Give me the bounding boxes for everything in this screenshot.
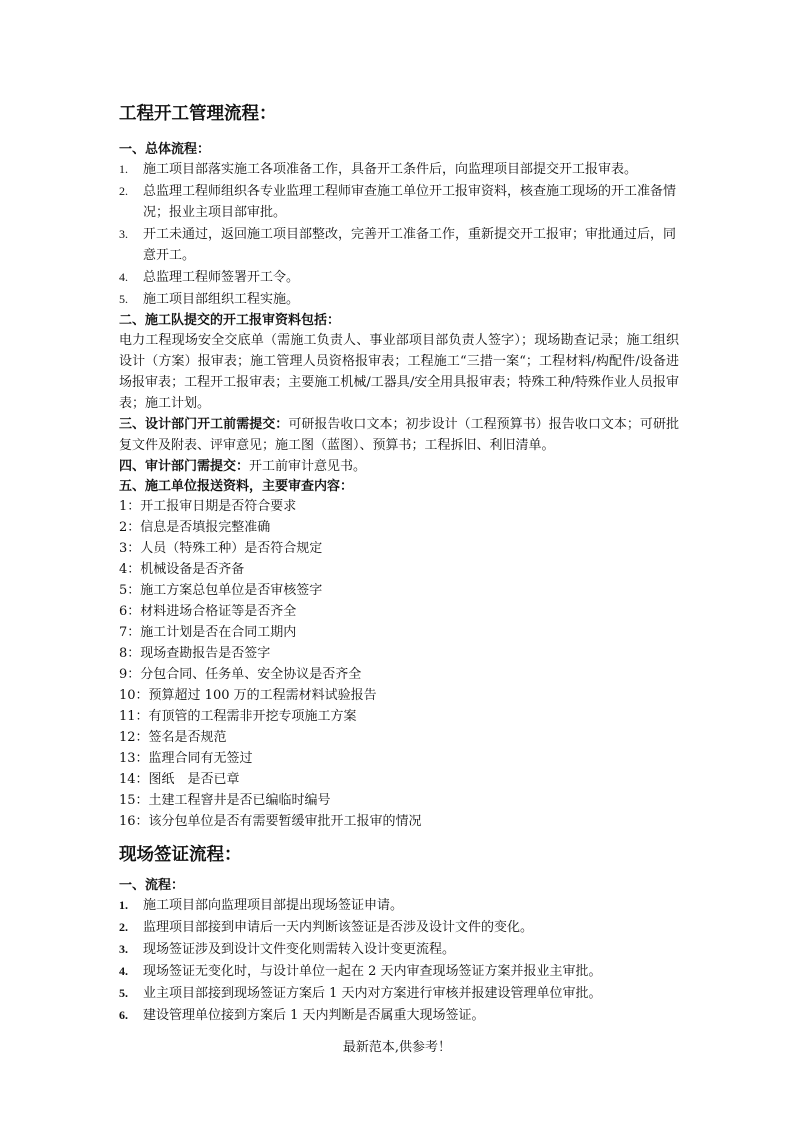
list-item-number: 5. [119, 292, 128, 306]
list-item [119, 917, 679, 938]
list-item-number: 2. [119, 920, 128, 934]
list-item-text: 现场签证无变化时，与设计单位一起在 2 天内审查现场签证方案并报业主审批。 [143, 964, 602, 979]
section-title-site-visa: 现场签证流程： [119, 845, 242, 865]
list-item-number: 1. [119, 898, 128, 912]
list-item-number: 3. [119, 942, 128, 956]
audit-dept-paragraph [119, 456, 679, 477]
list-item [119, 939, 679, 960]
section-heading-review-contents: 五、施工单位报送资料，主要审查内容： [119, 479, 354, 494]
list-item [119, 289, 679, 310]
document-body [119, 102, 679, 1027]
review-checklist [119, 496, 679, 832]
checklist-item: 12：签名是否规范 [119, 730, 227, 745]
list-item-number: 6. [119, 1008, 128, 1022]
checklist-item: 14：图纸 是否已章 [119, 772, 240, 787]
list-item-number: 2. [119, 184, 128, 198]
checklist-item: 16：该分包单位是否有需要暂缓审批开工报审的情况 [119, 814, 422, 829]
overall-process-list [119, 159, 679, 310]
list-item [119, 983, 679, 1004]
checklist-item: 2：信息是否填报完整准确 [119, 520, 271, 535]
section-heading-design-dept: 三、设计部门开工前需提交： [119, 417, 289, 432]
checklist-item: 4：机械设备是否齐备 [119, 562, 245, 577]
list-item-number: 5. [119, 986, 128, 1000]
list-item-text: 总监理工程师签署开工令。 [143, 270, 300, 285]
list-item-text: 开工未通过，返回施工项目部整改，完善开工准备工作，重新提交开工报审；审批通过后，同意开工。 [143, 227, 677, 263]
visa-process-list [119, 895, 679, 1026]
construction-materials-text: 电力工程现场安全交底单（需施工负责人、事业部项目部负责人签字）；现场勘查记录；施工组织设计（方案）报审表；施工管理人员资格报审表；工程施工“三措一案“；工程材料/构配件/设备进场报审表；工程开工报审表；主要施工机械/工器具/安全用具报审表；特殊工种/特殊作业人员报审表；施工计划。 [119, 333, 679, 411]
section-heading-construction-materials: 二、施工队提交的开工报审资料包括： [119, 313, 341, 328]
checklist-item: 15：土建工程窨井是否已编临时编号 [119, 793, 331, 808]
checklist-item: 9：分包合同、任务单、安全协议是否齐全 [119, 667, 362, 682]
checklist-item: 8：现场查勘报告是否签字 [119, 646, 271, 661]
section-heading-audit-dept: 四、审计部门需提交： [119, 459, 250, 474]
list-item-text: 监理项目部接到申请后一天内判断该签证是否涉及设计文件的变化。 [143, 920, 534, 935]
audit-dept-text: 开工前审计意见书。 [249, 459, 367, 474]
checklist-item: 5：施工方案总包单位是否审核签字 [119, 583, 323, 598]
list-item-text: 施工项目部组织工程实施。 [143, 292, 300, 307]
list-item-text: 总监理工程师组织各专业监理工程师审查施工单位开工报审资料，核查施工现场的开工准备情况；报业主项目部审批。 [143, 184, 677, 220]
checklist-item: 6：材料进场合格证等是否齐全 [119, 604, 297, 619]
list-item [119, 1005, 679, 1026]
checklist-item: 13：监理合同有无签过 [119, 751, 253, 766]
checklist-item: 3：人员（特殊工种）是否符合规定 [119, 541, 323, 556]
list-item-text: 业主项目部接到现场签证方案后 1 天内对方案进行审核并报建设管理单位审批。 [143, 986, 602, 1001]
design-dept-text: 可研报告收口文本；初步设计（工程预算书）报告收口文本；可研批复文件及附表、评审意见；施工图（蓝图）、预算书；工程拆旧、利旧清单。 [119, 417, 679, 453]
list-item-number: 1. [119, 162, 128, 176]
list-item [119, 181, 679, 223]
list-item-number: 4. [119, 964, 128, 978]
list-item [119, 895, 679, 916]
list-item [119, 159, 679, 180]
list-item-number: 4. [119, 270, 128, 284]
page-title: 工程开工管理流程： [119, 104, 277, 124]
list-item [119, 961, 679, 982]
section-heading-overall-process: 一、总体流程： [119, 142, 211, 157]
list-item-number: 3. [119, 227, 128, 241]
list-item-text: 施工项目部向监理项目部提出现场签证申请。 [143, 898, 404, 913]
list-item [119, 224, 679, 266]
checklist-item: 7：施工计划是否在合同工期内 [119, 625, 297, 640]
design-dept-paragraph [119, 414, 679, 456]
page-footer: 最新范本,供参考！ [342, 1040, 452, 1055]
list-item [119, 267, 679, 288]
checklist-item: 1：开工报审日期是否符合要求 [119, 499, 297, 514]
list-item-text: 现场签证涉及到设计文件变化则需转入设计变更流程。 [143, 942, 456, 957]
checklist-item: 10：预算超过 100 万的工程需材料试验报告 [119, 688, 377, 703]
list-item-text: 建设管理单位接到方案后 1 天内判断是否属重大现场签证。 [143, 1008, 485, 1023]
checklist-item: 11：有顶管的工程需非开挖专项施工方案 [119, 709, 357, 724]
section-heading-visa-process: 一、流程： [119, 878, 185, 893]
list-item-text: 施工项目部落实施工各项准备工作，具备开工条件后，向监理项目部提交开工报审表。 [143, 162, 638, 177]
